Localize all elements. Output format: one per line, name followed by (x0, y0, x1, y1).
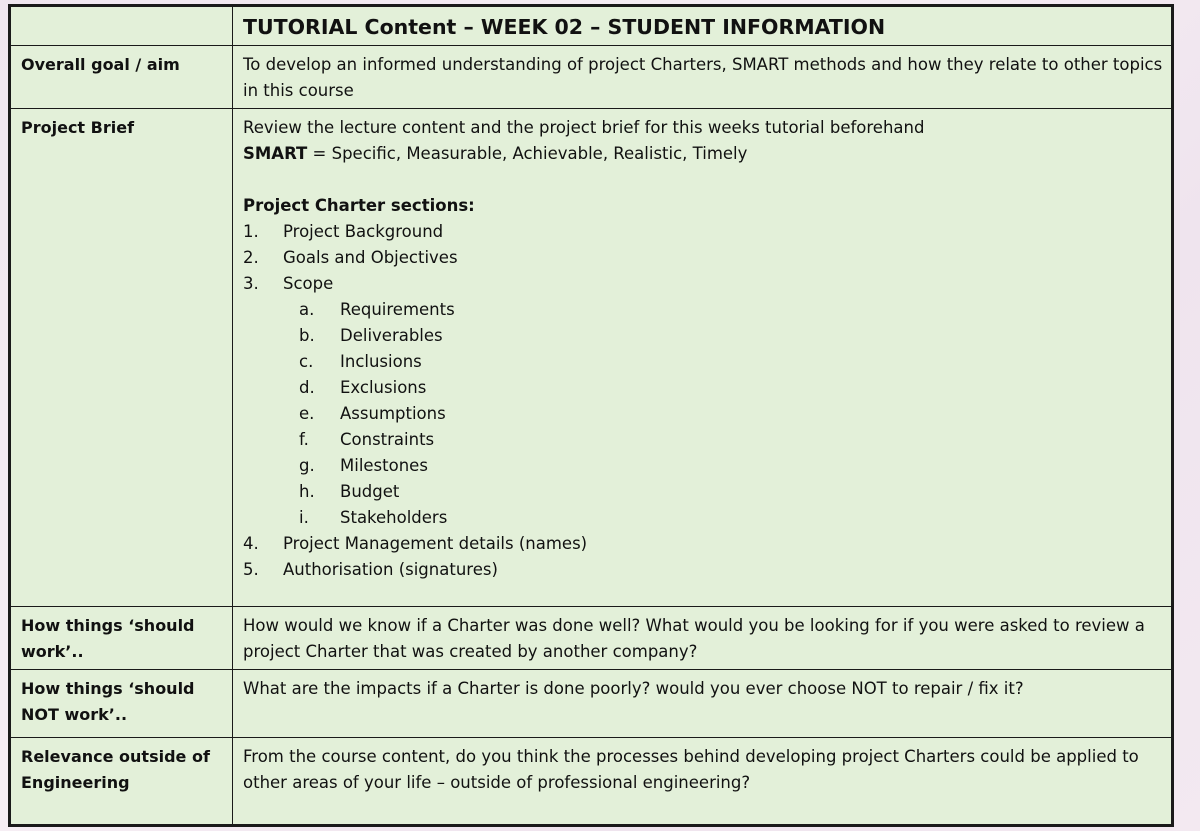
section-item (243, 219, 1163, 245)
sections-heading: Project Charter sections: (243, 196, 475, 215)
scope-subsections-list (243, 297, 1163, 531)
brief-label: Project Brief (11, 109, 233, 607)
subsection-text: Stakeholders (340, 508, 448, 527)
subsection-text: Assumptions (340, 404, 446, 423)
section-text: Scope (283, 274, 334, 293)
section-number: 3. (243, 274, 259, 293)
sections-list (243, 219, 1163, 297)
section-text: Authorisation (signatures) (283, 560, 498, 579)
section-number: 5. (243, 560, 259, 579)
scope-subsection-item (243, 375, 1163, 401)
smart-def: = Specific, Measurable, Achievable, Realistic, Timely (307, 144, 748, 163)
smart-definition (243, 141, 1163, 167)
sections-list-continued (243, 531, 1163, 583)
goal-label: Overall goal / aim (11, 46, 233, 109)
section-number: 4. (243, 534, 259, 553)
brief-content (233, 109, 1172, 607)
section-item (243, 245, 1163, 271)
row-should-not-work (11, 670, 1172, 738)
should-not-work-label: How things ‘should NOT work’.. (11, 670, 233, 738)
scope-subsection-item (243, 453, 1163, 479)
goal-text: To develop an informed understanding of project Charters, SMART methods and how they relate to other topics in this course (233, 46, 1172, 109)
section-text: Project Management details (names) (283, 534, 588, 553)
subsection-letter: g. (299, 456, 315, 475)
should-work-label: How things ‘should work’.. (11, 607, 233, 670)
relevance-text: From the course content, do you think the processes behind developing project Charters could be applied to other areas of your life – outside of professional engineering? (233, 738, 1172, 825)
subsection-letter: f. (299, 430, 309, 449)
header-row (11, 7, 1172, 46)
scope-subsection-item (243, 505, 1163, 531)
scope-subsection-item (243, 427, 1163, 453)
subsection-letter: b. (299, 326, 315, 345)
brief-intro: Review the lecture content and the project brief for this weeks tutorial beforehand (243, 118, 925, 137)
subsection-letter: e. (299, 404, 315, 423)
subsection-text: Inclusions (340, 352, 422, 371)
subsection-text: Deliverables (340, 326, 443, 345)
section-number: 2. (243, 248, 259, 267)
subsection-text: Exclusions (340, 378, 427, 397)
scope-subsection-item (243, 349, 1163, 375)
scope-subsection-item (243, 297, 1163, 323)
section-item (243, 531, 1163, 557)
relevance-label: Relevance outside of Engineering (11, 738, 233, 825)
should-work-text: How would we know if a Charter was done well? What would you be looking for if you were asked to review a project Charter that was created by another company? (233, 607, 1172, 670)
row-brief (11, 109, 1172, 607)
tutorial-sheet (8, 4, 1174, 827)
smart-term: SMART (243, 144, 308, 163)
section-text: Goals and Objectives (283, 248, 458, 267)
subsection-text: Requirements (340, 300, 455, 319)
row-should-work (11, 607, 1172, 670)
subsection-letter: h. (299, 482, 315, 501)
row-goal (11, 46, 1172, 109)
subsection-letter: i. (299, 508, 309, 527)
subsection-letter: a. (299, 300, 315, 319)
subsection-text: Milestones (340, 456, 428, 475)
scope-subsection-item (243, 323, 1163, 349)
should-not-work-text: What are the impacts if a Charter is done poorly? would you ever choose NOT to repair / fix it? (233, 670, 1172, 738)
section-item (243, 271, 1163, 297)
section-item (243, 557, 1163, 583)
header-blank-cell (11, 7, 233, 46)
subsection-letter: d. (299, 378, 315, 397)
section-number: 1. (243, 222, 259, 241)
subsection-text: Constraints (340, 430, 435, 449)
scope-subsection-item (243, 401, 1163, 427)
tutorial-table (10, 6, 1172, 825)
subsection-text: Budget (340, 482, 400, 501)
page-title: TUTORIAL Content – WEEK 02 – STUDENT INFORMATION (233, 7, 1172, 46)
subsection-letter: c. (299, 352, 314, 371)
section-text: Project Background (283, 222, 444, 241)
row-relevance (11, 738, 1172, 825)
scope-subsection-item (243, 479, 1163, 505)
